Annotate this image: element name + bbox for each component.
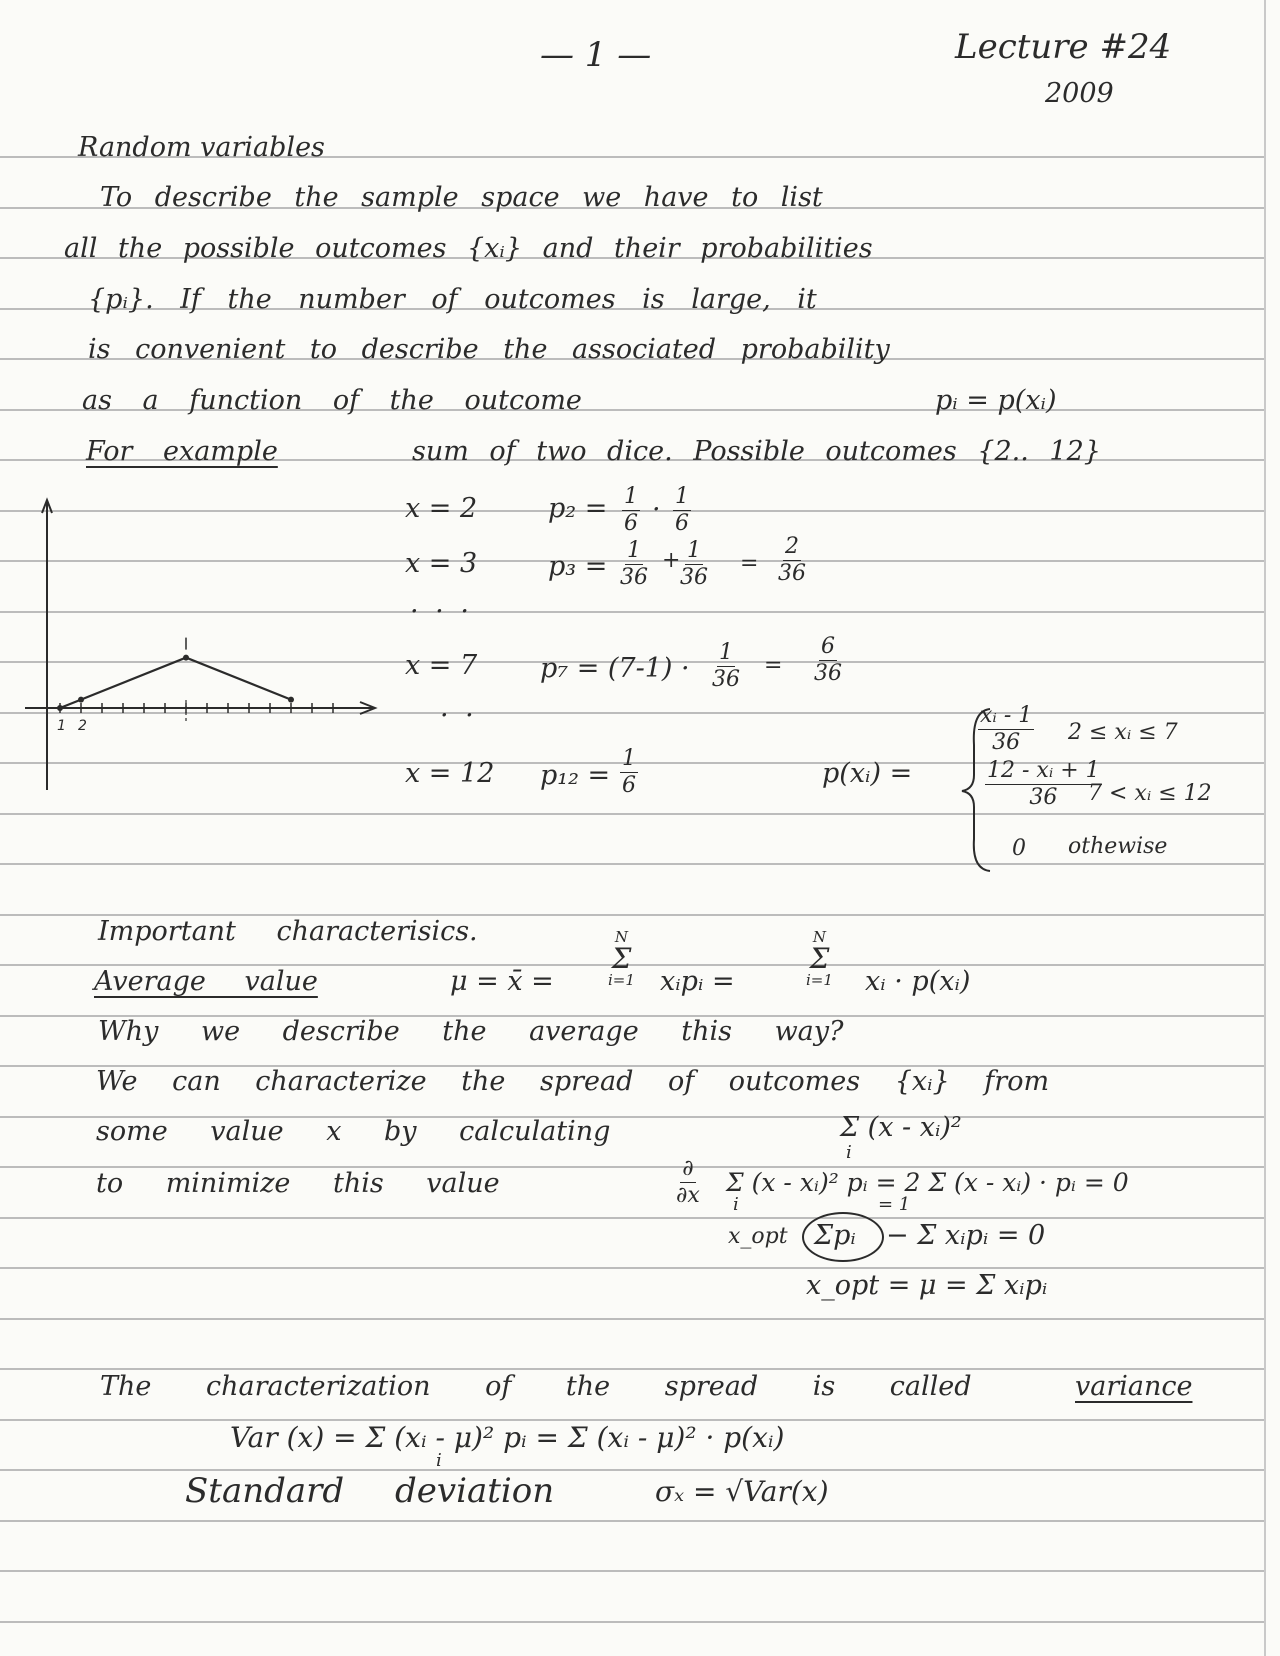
ellipsis-2: · ·	[440, 700, 478, 731]
data-point	[57, 705, 63, 711]
paragraph-line-4: is convenient to describe the associated probability	[88, 334, 890, 365]
data-point	[78, 697, 84, 703]
p3-equals: =	[740, 551, 759, 576]
paragraph-line-2: all the possible outcomes {xᵢ} and their probabilities	[64, 233, 873, 264]
variance-word: variance	[1075, 1371, 1193, 1402]
variance-intro-line: The characterization of the spread is called	[100, 1371, 972, 1402]
piecewise-case-1-fraction: $\frac{\text{xᵢ - 1}}{36}$	[980, 703, 1033, 755]
spread-sum-expression: Σ (x - xᵢ)²	[840, 1112, 962, 1143]
x-opt-label-1: x_opt	[728, 1224, 788, 1249]
piecewise-lhs: p(xᵢ) =	[822, 758, 913, 789]
derivative-expression: Σ (x - xᵢ)² pᵢ = 2 Σ (x - xᵢ) · pᵢ = 0	[726, 1168, 1129, 1197]
spread-line-2: some value x by calculating	[96, 1116, 611, 1147]
p2-fraction-1: $\frac{1}{6}$	[624, 484, 638, 536]
why-line: Why we describe the average this way?	[98, 1016, 844, 1047]
probability-function: pᵢ = p(xᵢ)	[935, 385, 1057, 416]
p12-fraction: $\frac{1}{6}$	[622, 746, 636, 798]
derivative-index: i	[733, 1194, 739, 1215]
x-opt-equation-2: x_opt = μ = Σ xᵢpᵢ	[806, 1270, 1048, 1301]
spread-sum-index: i	[846, 1142, 852, 1163]
sum-symbol-2: N Σ i=1	[806, 928, 833, 989]
piecewise-case-2-fraction: $\frac{\text{12 - xᵢ + 1}}{36}$	[987, 758, 1100, 810]
lecture-year: 2009	[1045, 78, 1114, 109]
standard-deviation-label: Standard deviation	[185, 1471, 555, 1511]
average-eq-lhs: μ = x̄ =	[450, 966, 554, 997]
piecewise-case-3-condition: othewise	[1068, 834, 1168, 859]
p7-label: p₇ = (7-1) ·	[540, 653, 690, 684]
piecewise-case-3-value: 0	[1012, 836, 1026, 861]
page-number-mark: — 1 —	[540, 35, 652, 75]
paragraph-line-5: as a function of the outcome	[82, 385, 582, 416]
average-value-label: Average value	[94, 966, 318, 997]
p2-label: p₂ =	[548, 493, 608, 524]
sum-equals-one-note: = 1	[878, 1194, 911, 1215]
sum-symbol-1: N Σ i=1	[608, 928, 635, 989]
p7-result: $\frac{6}{36}$	[814, 634, 842, 686]
data-point	[288, 697, 294, 703]
piecewise-case-2-condition: 7 < xᵢ ≤ 12	[1088, 781, 1212, 806]
minimize-line: to minimize this value	[96, 1168, 500, 1199]
distribution-sketch	[20, 495, 380, 795]
example-text: sum of two dice. Possible outcomes {2.. 12}	[412, 436, 1101, 467]
x-opt-equation-1: − Σ xᵢpᵢ = 0	[886, 1220, 1046, 1251]
section-title-random-variables: Random variables	[78, 132, 325, 163]
p2-dot: ·	[652, 494, 661, 525]
x-equals-12: x = 12	[405, 758, 495, 789]
average-eq-mid: xᵢpᵢ =	[660, 966, 735, 997]
p12-label: p₁₂ =	[540, 760, 611, 791]
standard-deviation-equation: σₓ = √Var(x)	[655, 1475, 829, 1508]
distribution-line	[60, 658, 291, 708]
paragraph-line-1: To describe the sample space we have to list	[100, 182, 823, 213]
average-eq-rhs: xᵢ · p(xᵢ)	[865, 966, 971, 997]
paragraph-line-3: {pᵢ}. If the number of outcomes is large, it	[88, 284, 817, 315]
ellipsis-1: · · ·	[410, 596, 473, 627]
circled-sum-p: Σpᵢ	[814, 1220, 856, 1251]
data-point	[183, 655, 189, 661]
x-equals-3: x = 3	[405, 548, 478, 579]
piecewise-case-1-condition: 2 ≤ xᵢ ≤ 7	[1068, 720, 1178, 745]
lecture-number: Lecture #24	[955, 27, 1172, 67]
p7-fraction: $\frac{1}{36}$	[712, 640, 740, 692]
x-equals-7: x = 7	[405, 650, 478, 681]
p3-fraction-1: $\frac{1}{36}$	[620, 538, 648, 590]
example-label: For example	[86, 436, 278, 467]
p3-label: p₃ =	[548, 551, 608, 582]
spread-line-1: We can characterize the spread of outcomes {xᵢ} from	[96, 1066, 1050, 1097]
section-title-characteristics: Important characterisics.	[98, 916, 478, 947]
p3-result: $\frac{2}{36}$	[778, 534, 806, 586]
partial-derivative: ∂ ∂x	[676, 1156, 700, 1208]
p7-equals: =	[764, 653, 783, 678]
axis-tick-label-1: 1	[57, 718, 66, 734]
axis-tick-label-2: 2	[78, 718, 87, 734]
variance-equation: Var (x) = Σ (xᵢ - μ)² pᵢ = Σ (xᵢ - μ)² · p(xᵢ)	[230, 1421, 785, 1454]
p3-fraction-2: $\frac{1}{36}$	[680, 538, 708, 590]
p3-plus: +	[662, 548, 681, 573]
variance-index: i	[436, 1450, 442, 1471]
x-equals-2: x = 2	[405, 493, 478, 524]
p2-fraction-2: $\frac{1}{6}$	[675, 484, 689, 536]
